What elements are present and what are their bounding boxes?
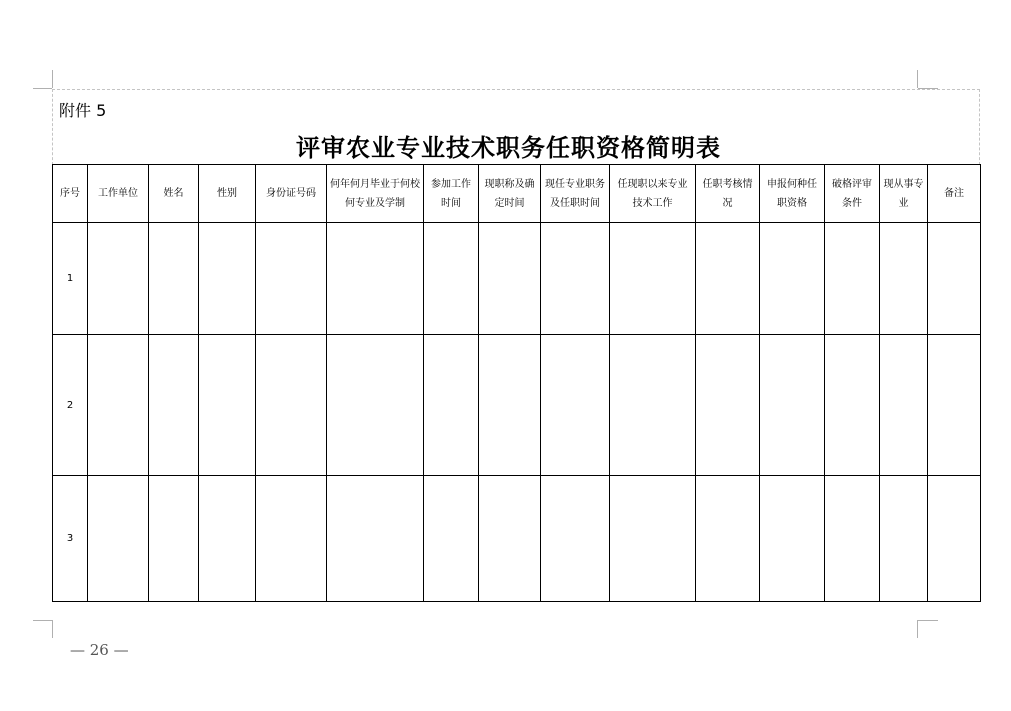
col-header-current-title: 现职称及确定时间 <box>479 165 541 223</box>
cell-assessment[interactable] <box>696 476 760 602</box>
col-header-name: 姓名 <box>149 165 199 223</box>
row-number: 1 <box>53 223 88 335</box>
cell-current-title[interactable] <box>479 476 541 602</box>
table-row <box>53 476 981 602</box>
cell-name[interactable] <box>149 223 199 335</box>
col-header-exception-conditions: 破格评审条件 <box>825 165 880 223</box>
cell-current-post[interactable] <box>541 476 610 602</box>
annex-label: 附件 5 <box>59 101 107 120</box>
row-number: 2 <box>53 335 88 476</box>
header-row <box>53 165 981 223</box>
qualification-table <box>52 164 981 602</box>
cell-work-unit[interactable] <box>88 223 149 335</box>
cell-name[interactable] <box>149 476 199 602</box>
crop-mark-bottom-left <box>52 620 53 638</box>
cell-current-title[interactable] <box>479 335 541 476</box>
cell-education[interactable] <box>327 223 424 335</box>
cell-work-since[interactable] <box>610 223 696 335</box>
cell-current-field[interactable] <box>880 223 928 335</box>
col-header-applied-qualification: 申报何种任职资格 <box>760 165 825 223</box>
col-header-no: 序号 <box>53 165 88 223</box>
cell-current-title[interactable] <box>479 223 541 335</box>
cell-assessment[interactable] <box>696 223 760 335</box>
page-number: — 26 — <box>70 641 129 659</box>
crop-mark-top-right <box>917 70 918 88</box>
table-row <box>53 223 981 335</box>
cell-work-since[interactable] <box>610 476 696 602</box>
col-header-assessment: 任职考核情况 <box>696 165 760 223</box>
cell-current-post[interactable] <box>541 223 610 335</box>
cell-gender[interactable] <box>199 223 256 335</box>
cell-assessment[interactable] <box>696 335 760 476</box>
cell-work-start[interactable] <box>424 335 479 476</box>
cell-id-number[interactable] <box>256 476 327 602</box>
crop-mark-bottom-right <box>917 620 918 638</box>
cell-current-field[interactable] <box>880 476 928 602</box>
col-header-current-post: 现任专业职务及任职时间 <box>541 165 610 223</box>
cell-work-unit[interactable] <box>88 335 149 476</box>
cell-current-post[interactable] <box>541 335 610 476</box>
cell-education[interactable] <box>327 335 424 476</box>
cell-applied-qualification[interactable] <box>760 335 825 476</box>
cell-current-field[interactable] <box>880 335 928 476</box>
cell-gender[interactable] <box>199 335 256 476</box>
cell-gender[interactable] <box>199 476 256 602</box>
col-header-education: 何年何月毕业于何校何专业及学制 <box>327 165 424 223</box>
col-header-remarks: 备注 <box>928 165 981 223</box>
table-row <box>53 335 981 476</box>
col-header-work-since: 任现职以来专业技术工作 <box>610 165 696 223</box>
cell-applied-qualification[interactable] <box>760 223 825 335</box>
cell-remarks[interactable] <box>928 335 981 476</box>
cell-id-number[interactable] <box>256 335 327 476</box>
cell-work-unit[interactable] <box>88 476 149 602</box>
cell-work-start[interactable] <box>424 476 479 602</box>
crop-mark-bottom-right-h <box>918 620 938 621</box>
document-title: 评审农业专业技术职务任职资格简明表 <box>296 133 721 162</box>
col-header-current-field: 现从事专业 <box>880 165 928 223</box>
cell-applied-qualification[interactable] <box>760 476 825 602</box>
cell-remarks[interactable] <box>928 476 981 602</box>
crop-mark-top-left <box>52 70 53 88</box>
crop-mark-bottom-left-h <box>33 620 52 621</box>
cell-education[interactable] <box>327 476 424 602</box>
crop-mark-top-left-h <box>33 88 52 89</box>
cell-exception-conditions[interactable] <box>825 223 880 335</box>
cell-id-number[interactable] <box>256 223 327 335</box>
col-header-work-unit: 工作单位 <box>88 165 149 223</box>
col-header-id-number: 身份证号码 <box>256 165 327 223</box>
cell-work-since[interactable] <box>610 335 696 476</box>
col-header-gender: 性别 <box>199 165 256 223</box>
cell-remarks[interactable] <box>928 223 981 335</box>
cell-name[interactable] <box>149 335 199 476</box>
row-number: 3 <box>53 476 88 602</box>
cell-work-start[interactable] <box>424 223 479 335</box>
cell-exception-conditions[interactable] <box>825 335 880 476</box>
col-header-work-start: 参加工作时间 <box>424 165 479 223</box>
cell-exception-conditions[interactable] <box>825 476 880 602</box>
